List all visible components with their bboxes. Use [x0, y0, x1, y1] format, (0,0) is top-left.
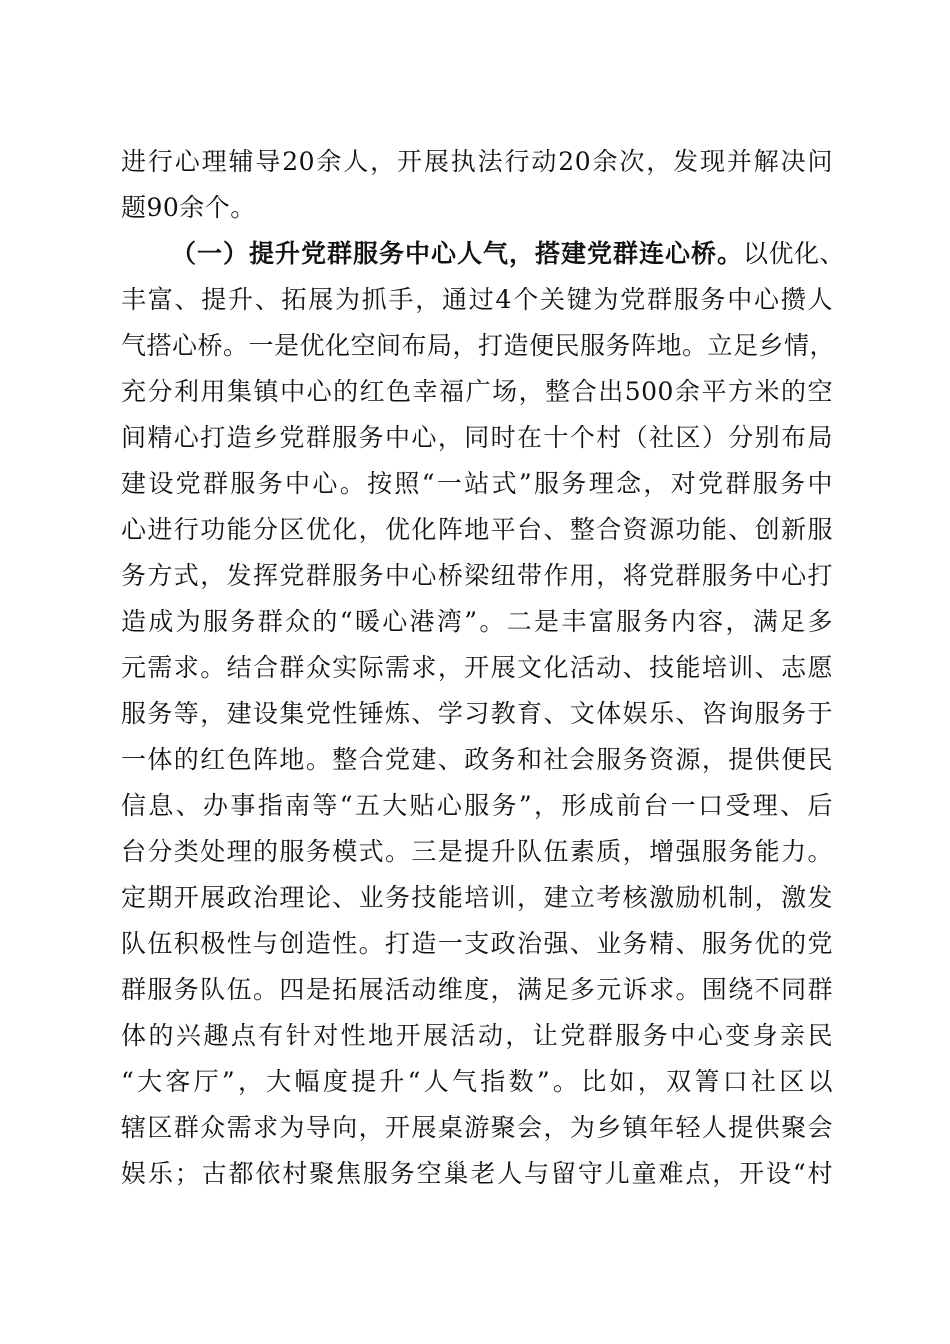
- body-line-8: 建设党群服务中心。按照“一站式”服务理念，对党群服务中: [121, 469, 833, 498]
- body-line-11: 造成为服务群众的“暖心港湾”。二是丰富服务内容，满足多: [121, 607, 833, 636]
- body-line-20: 体的兴趣点有针对性地开展活动，让党群服务中心变身亲民: [121, 1021, 833, 1050]
- body-line-9: 心进行功能分区优化，优化阵地平台、整合资源功能、创新服: [121, 515, 833, 544]
- body-line-4: 丰富、提升、拓展为抓手，通过4个关键为党群服务中心攒人: [121, 285, 833, 314]
- heading-line-continuation: 以优化、: [743, 239, 846, 268]
- body-line-21: “大客厅”，大幅度提升“人气指数”。比如，双箐口社区以: [121, 1067, 833, 1096]
- body-line-23: 娱乐；古都依村聚焦服务空巢老人与留守儿童难点，开设“村: [121, 1159, 833, 1188]
- body-line-14: 一体的红色阵地。整合党建、政务和社会服务资源，提供便民: [121, 745, 833, 774]
- section-heading-line: [171, 232, 846, 276]
- body-line-15: 信息、办事指南等“五大贴心服务”，形成前台一口受理、后: [121, 791, 833, 820]
- body-line-2: 题90余个。: [121, 193, 256, 222]
- body-line-17: 定期开展政治理论、业务技能培训，建立考核激励机制，激发: [121, 883, 833, 912]
- body-line-22: 辖区群众需求为导向，开展桌游聚会，为乡镇年轻人提供聚会: [121, 1113, 833, 1142]
- body-line-5: 气搭心桥。一是优化空间布局，打造便民服务阵地。立足乡情，: [121, 331, 836, 360]
- body-line-13: 服务等，建设集党性锤炼、学习教育、文体娱乐、咨询服务于: [121, 699, 833, 728]
- body-line-6: 充分利用集镇中心的红色幸福广场，整合出500余平方米的空: [121, 377, 833, 406]
- body-line-19: 群服务队伍。四是拓展活动维度，满足多元诉求。围绕不同群: [121, 975, 833, 1004]
- body-line-18: 队伍积极性与创造性。打造一支政治强、业务精、服务优的党: [121, 929, 833, 958]
- body-line-10: 务方式，发挥党群服务中心桥梁纽带作用，将党群服务中心打: [121, 561, 833, 590]
- body-line-1: 进行心理辅导20余人，开展执法行动20余次，发现并解决问: [121, 147, 833, 176]
- body-line-7: 间精心打造乡党群服务中心，同时在十个村（社区）分别布局: [121, 423, 833, 452]
- body-line-12: 元需求。结合群众实际需求，开展文化活动、技能培训、志愿: [121, 653, 833, 682]
- section-heading: （一）提升党群服务中心人气，搭建党群连心桥。: [171, 239, 744, 268]
- body-line-16: 台分类处理的服务模式。三是提升队伍素质，增强服务能力。: [121, 837, 833, 866]
